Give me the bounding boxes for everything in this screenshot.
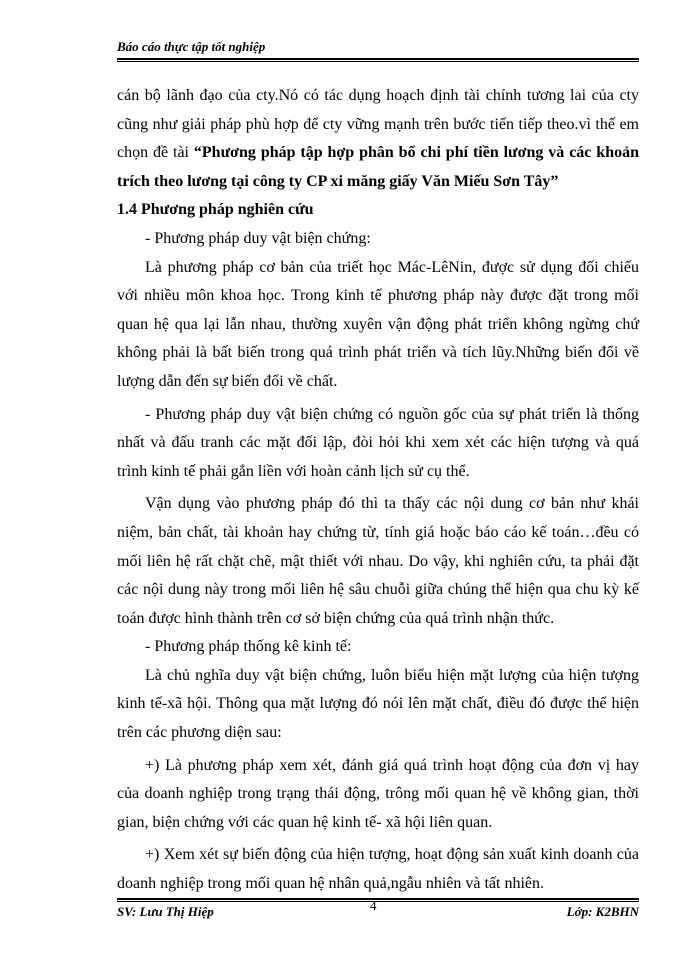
intro-text: cán bộ lãnh đạo của cty.Nó có tác dụng hoạch định tài chính tương lai của cty cũng như giải pháp phù hợp để cty vững mạnh trên bước tiến tiếp theo.vì thế em chọn đề tài: [117, 87, 639, 162]
paragraph-5: - Phương pháp thống kê kinh tế:: [145, 638, 352, 656]
paragraph-7: +) Là phương pháp xem xét, đánh giá quá trình hoạt động của đơn vị hay của doanh nghiệp trong trạng thái động, trông mối quan hệ về không gian, thời gian, biện chứng với các quan hệ kinh tế- xã hội liên quan.: [117, 756, 639, 831]
paragraph-6: Là chủ nghĩa duy vật biện chứng, luôn biểu hiện mặt lượng của hiện tượng kinh tế-xã hội. Thông qua mặt lượng đó nói lên mặt chất, điều đó được thể hiện trên các phương diện sau:: [117, 666, 639, 742]
footer-rule: [117, 898, 639, 900]
section-heading: 1.4 Phương pháp nghiên cứu: [117, 201, 314, 219]
paragraph-1: - Phương pháp duy vật biện chứng:: [145, 229, 371, 247]
paragraph-8: +) Xem xét sự biến động của hiện tượng, hoạt động sản xuất kinh doanh của doanh nghiệp trong mối quan hệ nhân quả,ngẫu nhiên và tất nhiên.: [117, 846, 639, 893]
footer-rule-thin: [117, 901, 639, 902]
document-body: [117, 82, 639, 899]
header-rule-thin: [117, 61, 639, 62]
paragraph-4: Vận dụng vào phương pháp đó thì ta thấy các nội dung cơ bản như khái niệm, bản chất, tài khoản hay chứng từ, tính giá hoặc báo cáo kế toán…đều có mối liên hệ rất chặt chẽ, mật thiết với nhau. Do vậy, khi nghiên cứu, ta phải đặt các nội dung này trong mối liên hệ sâu chuỗi giữa chúng thể hiện qua chu kỳ kế toán được hình thành trên cơ sở biện chứng của quá trình nhận thức.: [117, 495, 639, 627]
page-number: 4: [370, 898, 377, 913]
footer-student-name: SV: Lưu Thị Hiệp: [117, 904, 214, 919]
topic-title: “Phương pháp tập hợp phân bổ chi phí tiền lương và các khoản trích theo lương tại công ty CP xi măng giấy Văn Miếu Sơn Tây”: [117, 144, 639, 190]
footer-class-label: Lớp: K2BHN: [566, 904, 639, 919]
header-rule: [117, 58, 639, 60]
page-header-title: Báo cáo thực tập tốt nghiệp: [117, 39, 266, 54]
paragraph-3: - Phương pháp duy vật biện chứng có nguồn gốc của sự phát triển là thống nhất và đấu tranh các mặt đối lập, đòi hỏi khi xem xét các hiện tượng và quá trình kinh tế phải gắn liền với hoàn cảnh lịch sử cụ thể.: [117, 405, 639, 480]
intro-paragraph: [117, 82, 639, 196]
paragraph-2: Là phương pháp cơ bản của triết học Mác-LêNin, được sử dụng đối chiếu với nhiều môn khoa học. Trong kinh tế phương pháp này được đặt trong mối quan hệ qua lại lẫn nhau, thường xuyên vận động phát triển không ngừng chứ không phải là bất biến trong quá trình phát triển và tích lũy.Những biến đổi về lượng dẫn đến sự biến đổi về chất.: [117, 258, 639, 390]
